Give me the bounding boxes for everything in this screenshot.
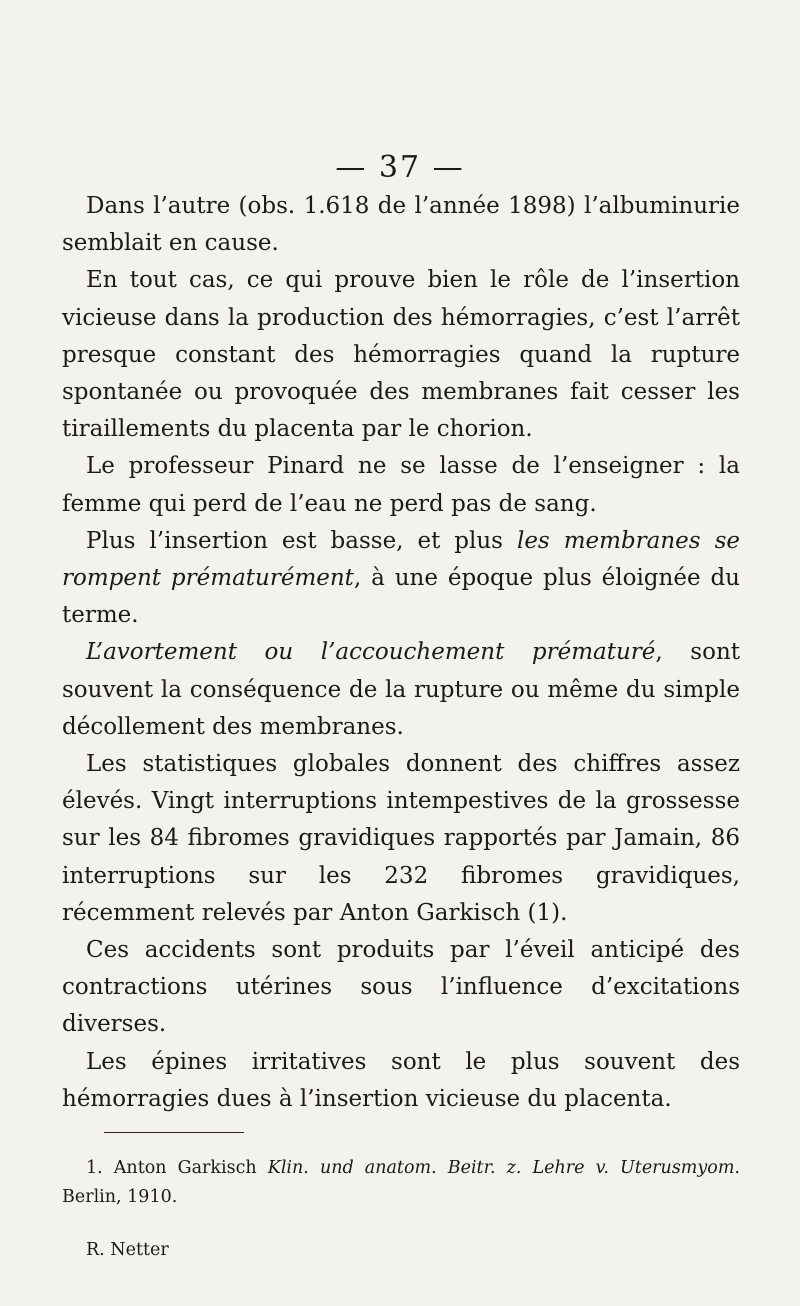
text-run: En tout cas, ce qui prouve bien le rôle de l’insertion vicieuse dans la production des hémorragies, c’est l’arrêt presque constant des hémorragies quand la rupture spontanée ou provoquée des membranes fait cesser les tiraillements du placenta par le chorion.: [62, 267, 740, 443]
body-text: [62, 188, 740, 1118]
text-run: Le professeur Pinard ne se lasse de l’enseigner : la femme qui perd de l’eau ne perd pas de sang.: [62, 453, 740, 517]
paragraph: [62, 448, 740, 522]
footnote-text: [62, 1154, 740, 1212]
text-run: Ces accidents sont produits par l’éveil anticipé des contractions utérines sous l’influence d’excitations diverses.: [62, 937, 740, 1038]
text-run: Plus l’insertion est basse, et plus: [86, 527, 517, 554]
paragraph: [62, 932, 740, 1044]
text-run: Dans l’autre (obs. 1.618 de l’année 1898) l’albuminurie semblait en cause.: [62, 193, 740, 257]
printer-signature: R. Netter: [86, 1240, 169, 1260]
footnote-separator: [104, 1132, 244, 1133]
text-run: , sont souvent la conséquence de la rupture ou même du simple décollement des membranes.: [62, 639, 741, 740]
paragraph: [62, 188, 740, 262]
paragraph: [62, 262, 740, 448]
paragraph: [62, 746, 740, 932]
italic-text: Klin. und anatom. Beitr. z. Lehre v. Uterusmyom: [267, 1158, 735, 1178]
footnote: [62, 1154, 740, 1212]
italic-text: L’avortement ou l’accouchement prématuré: [86, 639, 656, 666]
paragraph: [62, 1044, 740, 1118]
text-run: . Berlin, 1910.: [62, 1158, 740, 1207]
paragraph: [62, 634, 740, 746]
text-run: Les statistiques globales donnent des chiffres assez élevés. Vingt interruptions intempestives de la grossesse sur les 84 fibromes gravidiques rapportés par Jamain, 86 interruptions sur les 232 fibromes gravidiques, récemment relevés par Anton Garkisch (1).: [62, 751, 740, 926]
text-run: 1. Anton Garkisch: [86, 1158, 268, 1178]
italic-text: les membranes se rompent prématurément: [62, 527, 740, 592]
text-run: , à une époque plus éloignée du terme.: [62, 565, 740, 629]
text-run: Les épines irritatives sont le plus souvent des hémorragies dues à l’insertion vicieuse du placenta.: [62, 1048, 740, 1112]
page-number: — 37 —: [335, 150, 465, 185]
paragraph: [62, 523, 740, 635]
